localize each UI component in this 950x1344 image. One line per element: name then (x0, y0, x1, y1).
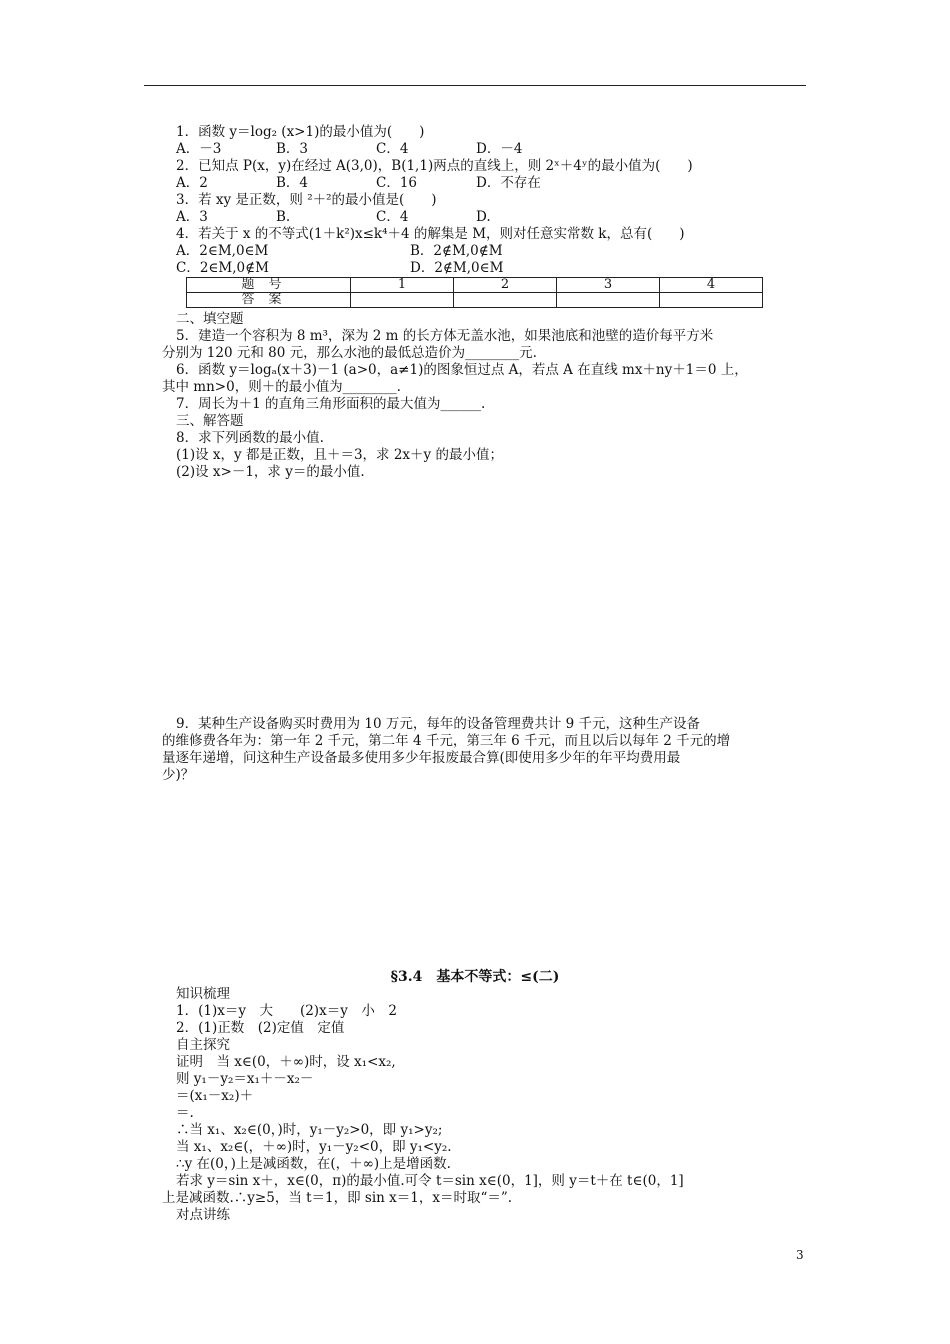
q1-option-c: C．4 (376, 141, 409, 157)
q3-option-d: D. (476, 209, 491, 225)
table-row (187, 278, 763, 293)
page-number: 3 (796, 1248, 804, 1262)
q1-option-a: A．－3 (176, 141, 222, 157)
q4-option-a: A．2∈M,0∈M (176, 243, 269, 259)
section-fill-in-heading: 二、填空题 (176, 311, 244, 327)
answer-cell[interactable] (454, 293, 557, 308)
q1-option-d: D．－4 (476, 141, 523, 157)
question-8: 8．求下列函数的最小值. (176, 430, 324, 446)
q2-option-b: B．4 (276, 175, 309, 191)
practice-heading: 对点讲练 (176, 1207, 230, 1223)
answer-cell[interactable] (351, 293, 454, 308)
question-9-line-1: 9．某种生产设备购买时费用为 10 万元，每年的设备管理费共计 9 千元，这种生产设备 (176, 716, 701, 732)
question-1: 1．函数 y＝log₂ (x>1)的最小值为( ) (176, 124, 425, 140)
q3-option-a: A．3 (176, 209, 208, 225)
table-cell: 3 (557, 278, 660, 293)
section-solve-heading: 三、解答题 (176, 413, 244, 429)
proof-line-3: ＝(x₁－x₂)＋ (176, 1088, 254, 1104)
q4-option-c: C．2∈M,0∉M (176, 260, 269, 276)
q2-option-c: C．16 (376, 175, 418, 191)
table-cell: 1 (351, 278, 454, 293)
proof-line-7: ∴y 在(0，)上是减函数，在(，＋∞)上是增函数. (176, 1156, 451, 1172)
section-title: §3.4 基本不等式：≤(二) (390, 969, 560, 985)
explore-heading: 自主探究 (176, 1037, 230, 1053)
table-answer-label: 答案 (187, 293, 351, 308)
knowledge-item-1: 1．(1)x＝y 大 (2)x＝y 小 2 (176, 1003, 397, 1019)
knowledge-item-2: 2．(1)正数 (2)定值 定值 (176, 1020, 345, 1036)
proof-line-1: 证明 当 x∈(0，＋∞)时，设 x₁<x₂, (176, 1054, 396, 1070)
question-5-line-1: 5．建造一个容积为 8 m³，深为 2 m 的长方体无盖水池，如果池底和池壁的造价每平方米 (176, 328, 714, 344)
question-4: 4．若关于 x 的不等式(1＋k²)x≤k⁴＋4 的解集是 M，则对任意实常数 k，总有( ) (176, 226, 685, 242)
question-5-line-2: 分别为 120 元和 80 元，那么水池的最低总造价为________元. (162, 345, 537, 361)
proof-line-2: 则 y₁－y₂＝x₁＋－x₂－ (176, 1071, 314, 1087)
q2-option-a: A．2 (176, 175, 208, 191)
q3-option-c: C．4 (376, 209, 409, 225)
header-rule (144, 85, 806, 86)
proof-line-5: ∴当 x₁、x₂∈(0，)时，y₁－y₂>0，即 y₁>y₂; (176, 1122, 443, 1138)
q3-option-b: B. (276, 209, 291, 225)
answer-cell[interactable] (557, 293, 660, 308)
question-8-part-1: (1)设 x，y 都是正数，且＋＝3，求 2x＋y 的最小值； (176, 447, 503, 463)
answer-cell[interactable] (660, 293, 763, 308)
table-cell: 4 (660, 278, 763, 293)
proof-line-6: 当 x₁、x₂∈(，＋∞)时，y₁－y₂<0，即 y₁<y₂. (176, 1139, 452, 1155)
question-6-line-1: 6．函数 y＝logₐ(x＋3)－1 (a>0，a≠1)的图象恒过点 A，若点 A 在直线 mx＋ny＋1＝0 上， (176, 362, 748, 378)
question-9-line-4: 少)？ (162, 767, 195, 783)
question-8-part-2: (2)设 x>－1，求 y＝的最小值. (176, 464, 365, 480)
question-7: 7．周长为＋1 的直角三角形面积的最大值为______. (176, 396, 486, 412)
table-row (187, 293, 763, 308)
knowledge-heading: 知识梳理 (176, 986, 230, 1002)
question-6-line-2: 其中 mn>0，则＋的最小值为________. (162, 379, 401, 395)
proof-line-8: 若求 y＝sin x＋，x∈(0，π)的最小值.可令 t＝sin x∈(0，1]，则 y＝t＋在 t∈(0，1] (176, 1173, 684, 1189)
question-3: 3．若 xy 是正数，则 ²＋²的最小值是( ) (176, 192, 437, 208)
proof-line-4: ＝. (176, 1105, 194, 1121)
question-9-line-3: 量逐年递增，问这种生产设备最多使用多少年报废最合算(即使用多少年的年平均费用最 (162, 750, 681, 766)
q1-option-b: B．3 (276, 141, 309, 157)
answer-table (186, 277, 763, 308)
proof-line-9: 上是减函数.∴y≥5，当 t＝1，即 sin x＝1，x＝时取“＝”. (162, 1190, 513, 1206)
question-9-line-2: 的维修费各年为：第一年 2 千元，第二年 4 千元，第三年 6 千元，而且以后以每年 2 千元的增 (162, 733, 731, 749)
table-header-label: 题号 (187, 278, 351, 293)
table-cell: 2 (454, 278, 557, 293)
question-2: 2．已知点 P(x，y)在经过 A(3,0)，B(1,1)两点的直线上，则 2ˣ＋4ʸ的最小值为( ) (176, 158, 693, 174)
q2-option-d: D．不存在 (476, 175, 541, 191)
q4-option-d: D．2∉M,0∈M (410, 260, 504, 276)
q4-option-b: B．2∉M,0∉M (410, 243, 503, 259)
